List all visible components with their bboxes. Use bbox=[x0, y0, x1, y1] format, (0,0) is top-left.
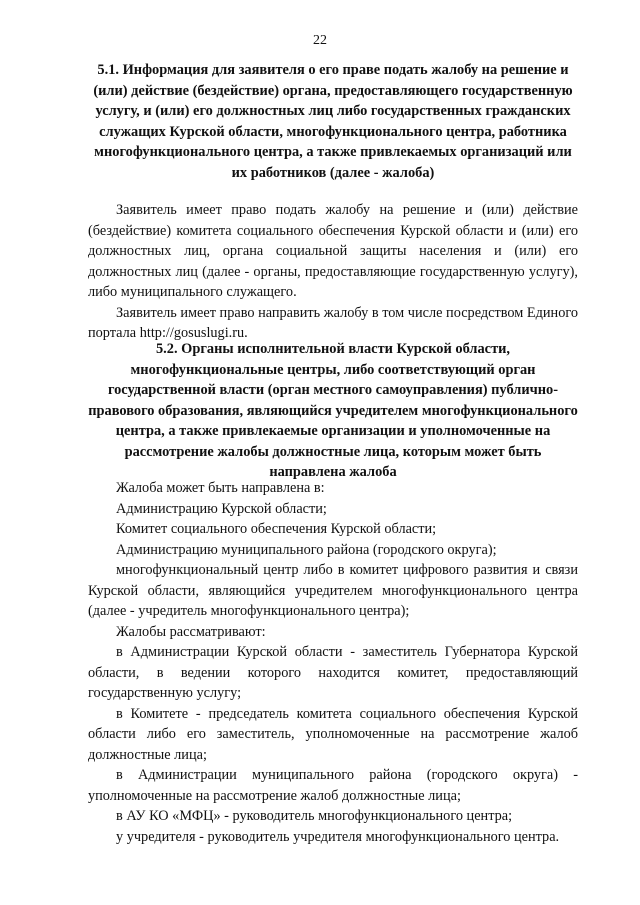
paragraph: многофункциональный центр либо в комитет цифрового развития и связи Курской области, являющийся учредителем многофункционального центра (далее - учредитель многофункционального центра); bbox=[88, 562, 578, 619]
paragraph: в Администрации муниципального района (городского округа) - уполномоченные на рассмотрение жалоб должностные лица; bbox=[88, 767, 578, 804]
paragraph: у учредителя - руководитель учредителя многофункционального центра. bbox=[116, 828, 560, 845]
page-number: 22 bbox=[313, 33, 327, 48]
paragraph: Заявитель имеет право направить жалобу в том числе посредством Единого портала http://gosuslugi.ru. bbox=[88, 304, 578, 341]
paragraph: Комитет социального обеспечения Курской области; bbox=[116, 521, 437, 537]
paragraph: Жалобы рассматривают: bbox=[116, 623, 266, 640]
section-5-2-body bbox=[88, 478, 578, 847]
paragraph: Администрацию Курской области; bbox=[116, 500, 327, 517]
paragraph: Администрацию муниципального района (городского округа); bbox=[116, 541, 497, 558]
section-5-2-heading: 5.2. Органы исполнительной власти Курской области, многофункциональные центры, либо соответствующий орган государственной власти (орган местного самоуправления) публично-правового образования, являющийся учредителем многофункционального центра, а также привлекаемые организации и уполномоченные на рассмотрение жалобы должностные лица, которым может быть направлена жалоба bbox=[88, 341, 578, 480]
section-5-1-body bbox=[88, 200, 578, 344]
paragraph: Жалоба может быть направлена в: bbox=[116, 480, 325, 496]
section-5-2 bbox=[88, 339, 578, 483]
paragraph: Заявитель имеет право подать жалобу на решение и (или) действие (бездействие) комитета социального обеспечения Курской области и (или) его должностных лиц, органа социальной защиты населения и (или) его должностных лиц (далее - органы, предоставляющие государственную услугу), либо муниципального служащего. bbox=[88, 202, 578, 300]
paragraph: в Комитете - председатель комитета социального обеспечения Курской области либо его заместитель, уполномоченные на рассмотрение жалоб должностные лица; bbox=[88, 705, 578, 763]
paragraph: в АУ КО «МФЦ» - руководитель многофункционального центра; bbox=[116, 808, 513, 824]
section-5-1 bbox=[88, 60, 578, 183]
section-5-1-heading: 5.1. Информация для заявителя о его праве подать жалобу на решение и (или) действие (бездействие) органа, предоставляющего государственную услугу, и (или) его должностных лиц либо государственных гражданских служащих Курской области, многофункционального центра, работника многофункционального центра, а также привлекаемых организаций или их работников (далее - жалоба) bbox=[93, 62, 573, 181]
paragraph: в Администрации Курской области - заместитель Губернатора Курской области, в ведении которого находится комитет, предоставляющий государственную услугу; bbox=[88, 644, 578, 701]
